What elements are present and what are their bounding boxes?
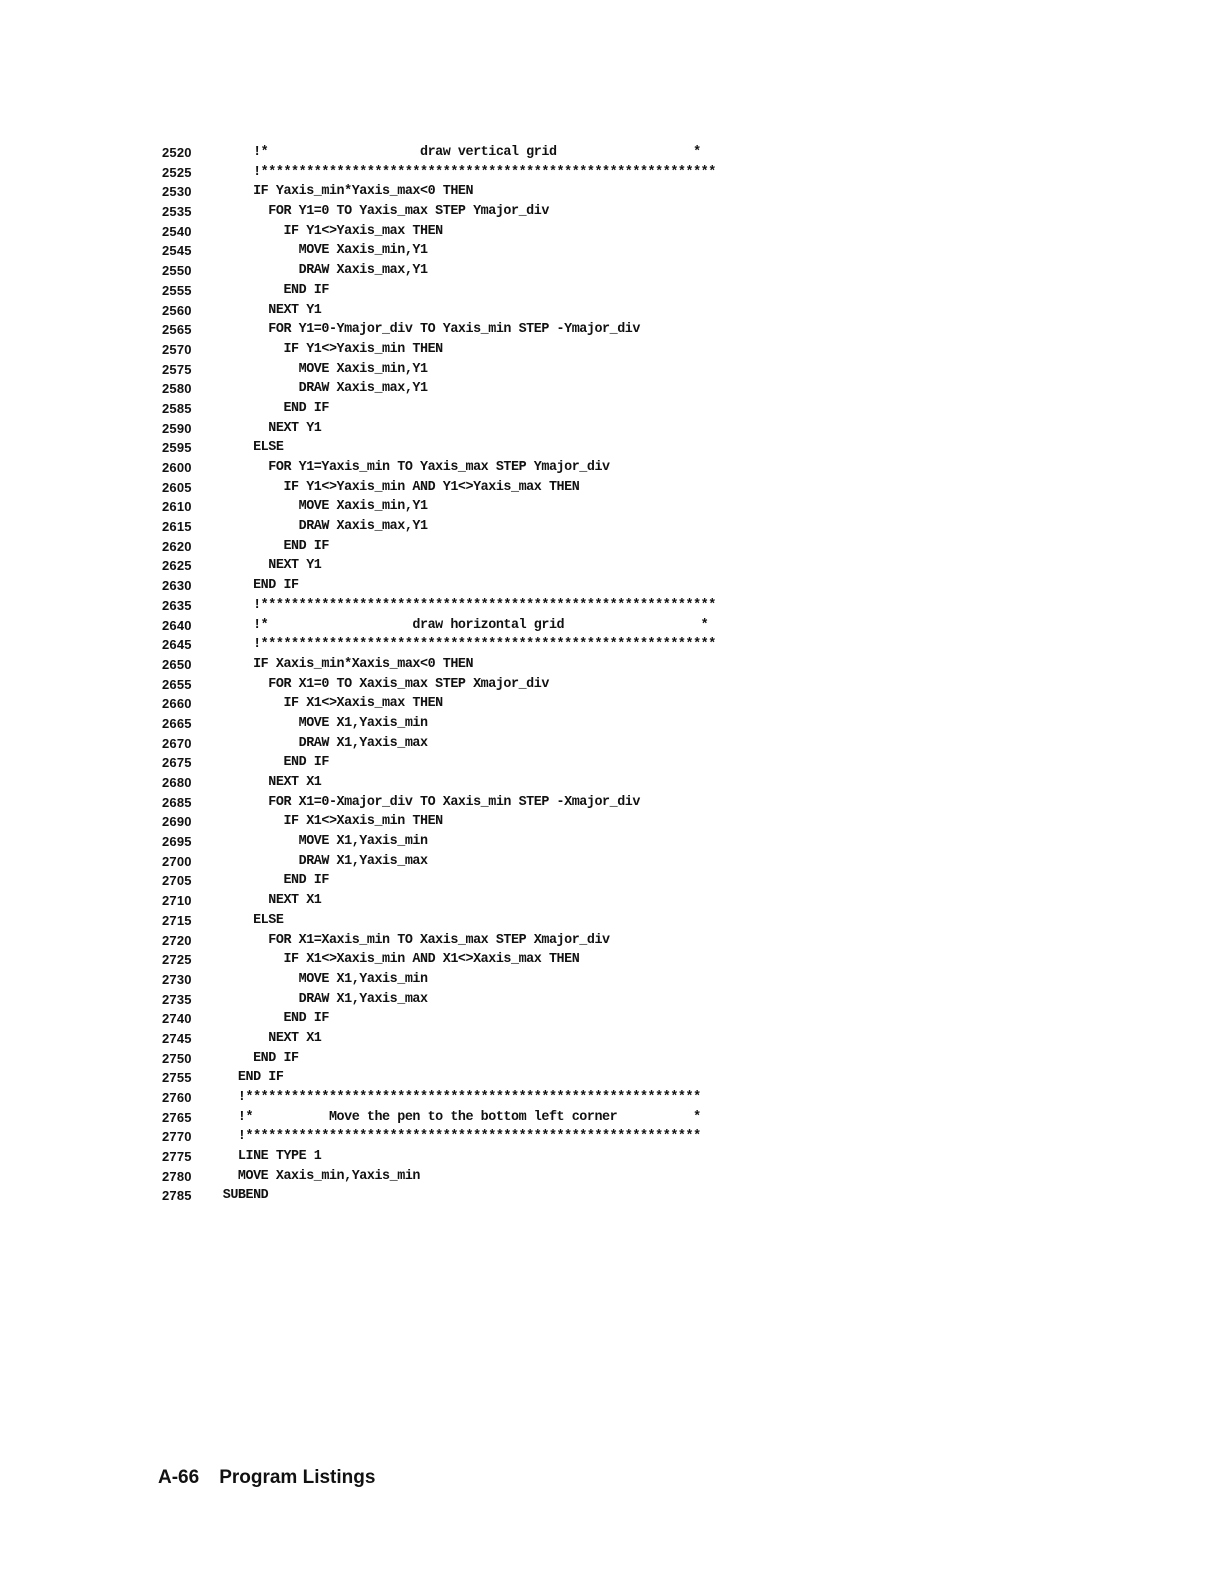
line-code: END IF (200, 873, 329, 889)
code-line (162, 222, 802, 242)
code-line (162, 301, 802, 321)
line-number: 2725 (162, 952, 192, 968)
code-line (162, 616, 802, 636)
line-code: !* Move the pen to the bottom left corner * (200, 1109, 701, 1125)
code-line (162, 163, 802, 183)
line-number: 2700 (162, 853, 192, 869)
line-code: IF Xaxis_min*Xaxis_max<0 THEN (200, 656, 474, 672)
line-code: END IF (200, 1011, 329, 1027)
line-number: 2750 (162, 1050, 192, 1066)
line-number: 2765 (162, 1109, 192, 1125)
code-line (162, 812, 802, 832)
line-code: IF X1<>Xaxis_min THEN (200, 814, 443, 830)
code-line (162, 931, 802, 951)
code-line (162, 399, 802, 419)
code-line (162, 202, 802, 222)
line-number: 2705 (162, 873, 192, 889)
code-line (162, 675, 802, 695)
code-line (162, 1088, 802, 1108)
code-line (162, 261, 802, 281)
code-line (162, 458, 802, 478)
code-line (162, 1108, 802, 1128)
code-line (162, 340, 802, 360)
program-listing (162, 143, 802, 1206)
code-line (162, 517, 802, 537)
code-line (162, 714, 802, 734)
code-line (162, 143, 802, 163)
code-line (162, 773, 802, 793)
code-line (162, 1049, 802, 1069)
line-number: 2695 (162, 834, 192, 850)
line-number: 2530 (162, 184, 192, 200)
line-number: 2585 (162, 400, 192, 416)
line-code: NEXT Y1 (200, 558, 322, 574)
line-number: 2720 (162, 932, 192, 948)
line-number: 2685 (162, 794, 192, 810)
line-number: 2615 (162, 519, 192, 535)
line-code: END IF (200, 1050, 299, 1066)
line-number: 2645 (162, 637, 192, 653)
line-code: !************************************************************ (200, 637, 716, 653)
line-number: 2755 (162, 1070, 192, 1086)
line-number: 2660 (162, 696, 192, 712)
line-number: 2635 (162, 597, 192, 613)
line-code: !************************************************************ (200, 1129, 701, 1145)
code-line (162, 990, 802, 1010)
code-line (162, 1167, 802, 1187)
line-number: 2775 (162, 1149, 192, 1165)
line-code: MOVE X1,Yaxis_min (200, 834, 428, 850)
line-code: END IF (200, 755, 329, 771)
code-line (162, 556, 802, 576)
line-code: MOVE Xaxis_min,Y1 (200, 361, 428, 377)
section-title: Program Listings (219, 1467, 376, 1488)
code-line (162, 182, 802, 202)
code-line (162, 537, 802, 557)
line-code: END IF (200, 1070, 284, 1086)
code-line (162, 497, 802, 517)
line-number: 2665 (162, 715, 192, 731)
line-code: DRAW Xaxis_max,Y1 (200, 263, 428, 279)
line-code: MOVE X1,Yaxis_min (200, 715, 428, 731)
line-number: 2525 (162, 164, 192, 180)
line-code: IF X1<>Xaxis_max THEN (200, 696, 443, 712)
page-number: A-66 (158, 1467, 200, 1488)
code-line (162, 852, 802, 872)
line-code: DRAW Xaxis_max,Y1 (200, 519, 428, 535)
line-number: 2735 (162, 991, 192, 1007)
line-code: ELSE (200, 912, 284, 928)
code-line (162, 576, 802, 596)
line-number: 2715 (162, 912, 192, 928)
line-code: !************************************************************ (200, 164, 716, 180)
code-line (162, 478, 802, 498)
line-number: 2550 (162, 263, 192, 279)
line-code: FOR X1=0-Xmajor_div TO Xaxis_min STEP -Xmajor_div (200, 794, 640, 810)
line-code: END IF (200, 538, 329, 554)
line-number: 2780 (162, 1168, 192, 1184)
line-code: !************************************************************ (200, 1090, 701, 1105)
line-number: 2680 (162, 775, 192, 790)
line-code: FOR Y1=0-Ymajor_div TO Yaxis_min STEP -Ymajor_div (200, 322, 640, 338)
line-number: 2690 (162, 814, 192, 830)
line-number: 2560 (162, 302, 192, 318)
code-line (162, 753, 802, 773)
line-code: MOVE X1,Yaxis_min (200, 971, 428, 987)
line-number: 2600 (162, 460, 192, 475)
line-code: DRAW X1,Yaxis_max (200, 991, 428, 1007)
line-number: 2570 (162, 341, 192, 357)
code-line (162, 1147, 802, 1167)
code-line (162, 379, 802, 399)
line-number: 2540 (162, 223, 192, 239)
code-line (162, 320, 802, 340)
line-code: NEXT X1 (200, 1030, 322, 1046)
code-line (162, 281, 802, 301)
line-code: NEXT X1 (200, 893, 322, 909)
line-number: 2535 (162, 204, 192, 220)
code-line (162, 871, 802, 891)
code-line (162, 970, 802, 990)
line-code: END IF (200, 400, 329, 416)
code-line (162, 734, 802, 754)
line-code: IF Y1<>Yaxis_min AND Y1<>Yaxis_max THEN (200, 479, 580, 495)
line-number: 2630 (162, 578, 192, 594)
line-number: 2745 (162, 1030, 192, 1046)
code-line (162, 241, 802, 261)
line-number: 2730 (162, 971, 192, 987)
code-line (162, 911, 802, 931)
line-code: IF Y1<>Yaxis_min THEN (200, 341, 443, 357)
line-code: NEXT Y1 (200, 420, 322, 436)
line-code: DRAW X1,Yaxis_max (200, 853, 428, 869)
line-number: 2655 (162, 676, 192, 692)
line-code: END IF (200, 282, 329, 298)
line-number: 2675 (162, 755, 192, 771)
line-number: 2595 (162, 440, 192, 456)
line-number: 2605 (162, 479, 192, 495)
line-code: SUBEND (200, 1188, 269, 1204)
code-line (162, 655, 802, 675)
line-number: 2640 (162, 617, 192, 633)
code-line (162, 596, 802, 616)
line-number: 2610 (162, 499, 192, 515)
line-code: FOR X1=Xaxis_min TO Xaxis_max STEP Xmajor_div (200, 932, 610, 948)
line-code: FOR Y1=0 TO Yaxis_max STEP Ymajor_div (200, 204, 549, 220)
line-code: LINE TYPE 1 (200, 1149, 322, 1165)
line-number: 2770 (162, 1129, 192, 1145)
code-line (162, 1127, 802, 1147)
code-line (162, 793, 802, 813)
line-code: MOVE Xaxis_min,Y1 (200, 499, 428, 515)
line-code: DRAW X1,Yaxis_max (200, 735, 428, 751)
code-line (162, 694, 802, 714)
code-line (162, 1186, 802, 1206)
line-number: 2575 (162, 361, 192, 377)
line-code: IF X1<>Xaxis_min AND X1<>Xaxis_max THEN (200, 952, 580, 968)
line-code: NEXT Y1 (200, 302, 322, 318)
line-number: 2520 (162, 145, 192, 160)
line-number: 2625 (162, 558, 192, 574)
line-code: ELSE (200, 440, 284, 456)
code-line (162, 1068, 802, 1088)
code-line (162, 438, 802, 458)
line-code: IF Y1<>Yaxis_max THEN (200, 223, 443, 239)
line-number: 2555 (162, 282, 192, 298)
line-code: MOVE Xaxis_min,Yaxis_min (200, 1168, 420, 1184)
line-number: 2650 (162, 656, 192, 672)
code-line (162, 635, 802, 655)
line-number: 2590 (162, 420, 192, 436)
line-code: FOR X1=0 TO Xaxis_max STEP Xmajor_div (200, 676, 549, 692)
line-code: FOR Y1=Yaxis_min TO Yaxis_max STEP Ymajor_div (200, 460, 610, 475)
line-number: 2545 (162, 243, 192, 259)
line-code: !* draw vertical grid * (200, 145, 701, 160)
line-number: 2760 (162, 1090, 192, 1105)
line-number: 2580 (162, 381, 192, 397)
line-code: NEXT X1 (200, 775, 322, 790)
line-code: END IF (200, 578, 299, 594)
line-number: 2710 (162, 893, 192, 909)
code-line (162, 832, 802, 852)
line-number: 2620 (162, 538, 192, 554)
code-line (162, 1029, 802, 1049)
line-code: !* draw horizontal grid * (200, 617, 709, 633)
line-code: IF Yaxis_min*Yaxis_max<0 THEN (200, 184, 474, 200)
code-line (162, 360, 802, 380)
code-line (162, 891, 802, 911)
code-line (162, 950, 802, 970)
line-number: 2670 (162, 735, 192, 751)
line-number: 2785 (162, 1188, 192, 1204)
page-footer (158, 1467, 375, 1489)
line-code: DRAW Xaxis_max,Y1 (200, 381, 428, 397)
line-code: MOVE Xaxis_min,Y1 (200, 243, 428, 259)
line-code: !************************************************************ (200, 597, 716, 613)
line-number: 2565 (162, 322, 192, 338)
line-number: 2740 (162, 1011, 192, 1027)
code-line (162, 1009, 802, 1029)
code-line (162, 419, 802, 439)
